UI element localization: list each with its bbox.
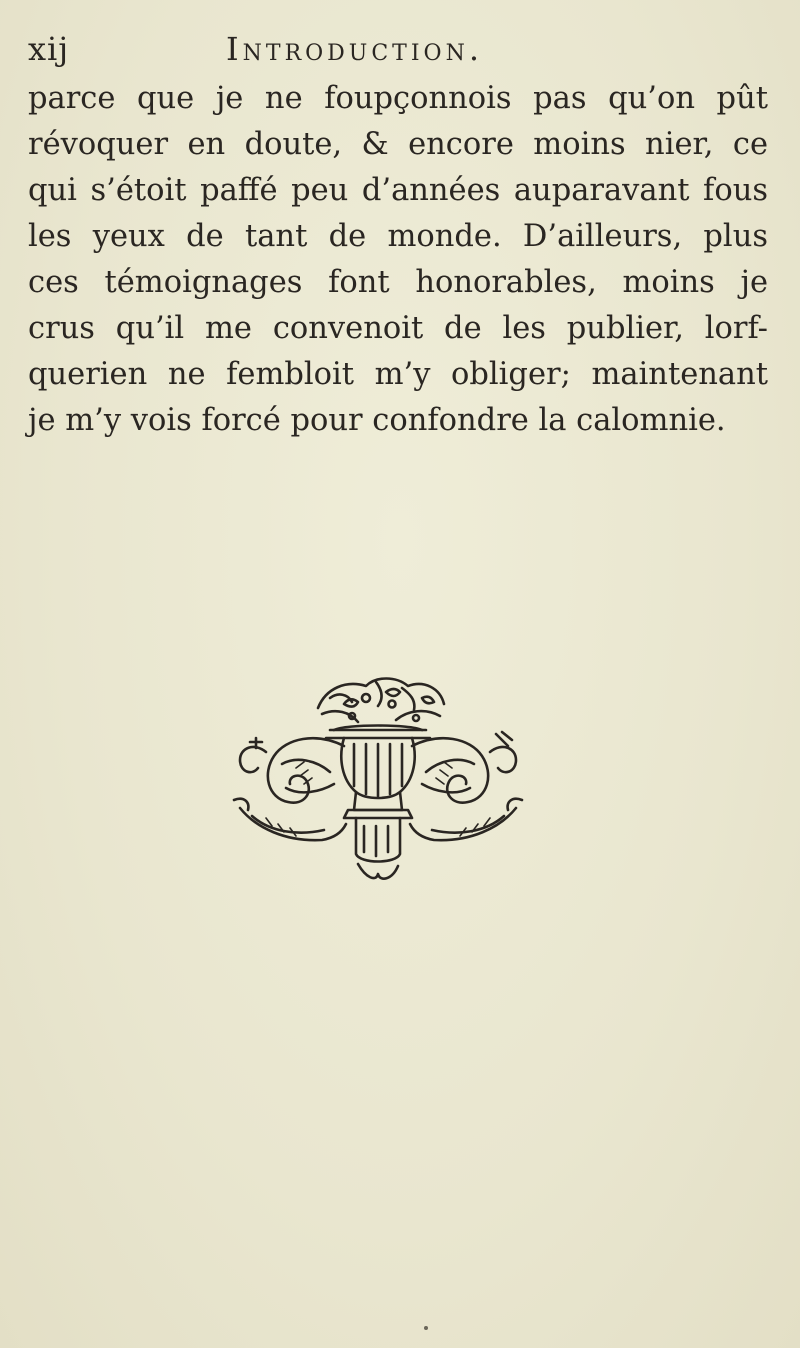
fleuron-vase-with-flowers-icon — [226, 668, 526, 890]
text-line: crus qu’il me convenoit de les publier, lorf- — [28, 311, 768, 346]
ink-speck — [424, 1326, 428, 1330]
text-line: qui s’étoit paffé peu d’années auparavant fous — [28, 173, 768, 208]
running-head — [28, 30, 768, 70]
text-line: les yeux de tant de monde. D’ailleurs, plus — [28, 219, 768, 254]
running-title: Introduction. — [226, 30, 483, 68]
text-line: je m’y vois forcé pour confondre la calomnie. — [28, 403, 726, 438]
body-paragraph — [28, 76, 768, 444]
text-line: ces témoignages font honorables, moins je — [28, 265, 768, 300]
text-line: révoquer en doute, & encore moins nier, ce — [28, 127, 768, 162]
text-line: querien ne fembloit m’y obliger; maintenant — [28, 357, 768, 392]
page-number: xij — [28, 30, 70, 68]
text-line: parce que je ne foupçonnois pas qu’on pût — [28, 81, 768, 116]
